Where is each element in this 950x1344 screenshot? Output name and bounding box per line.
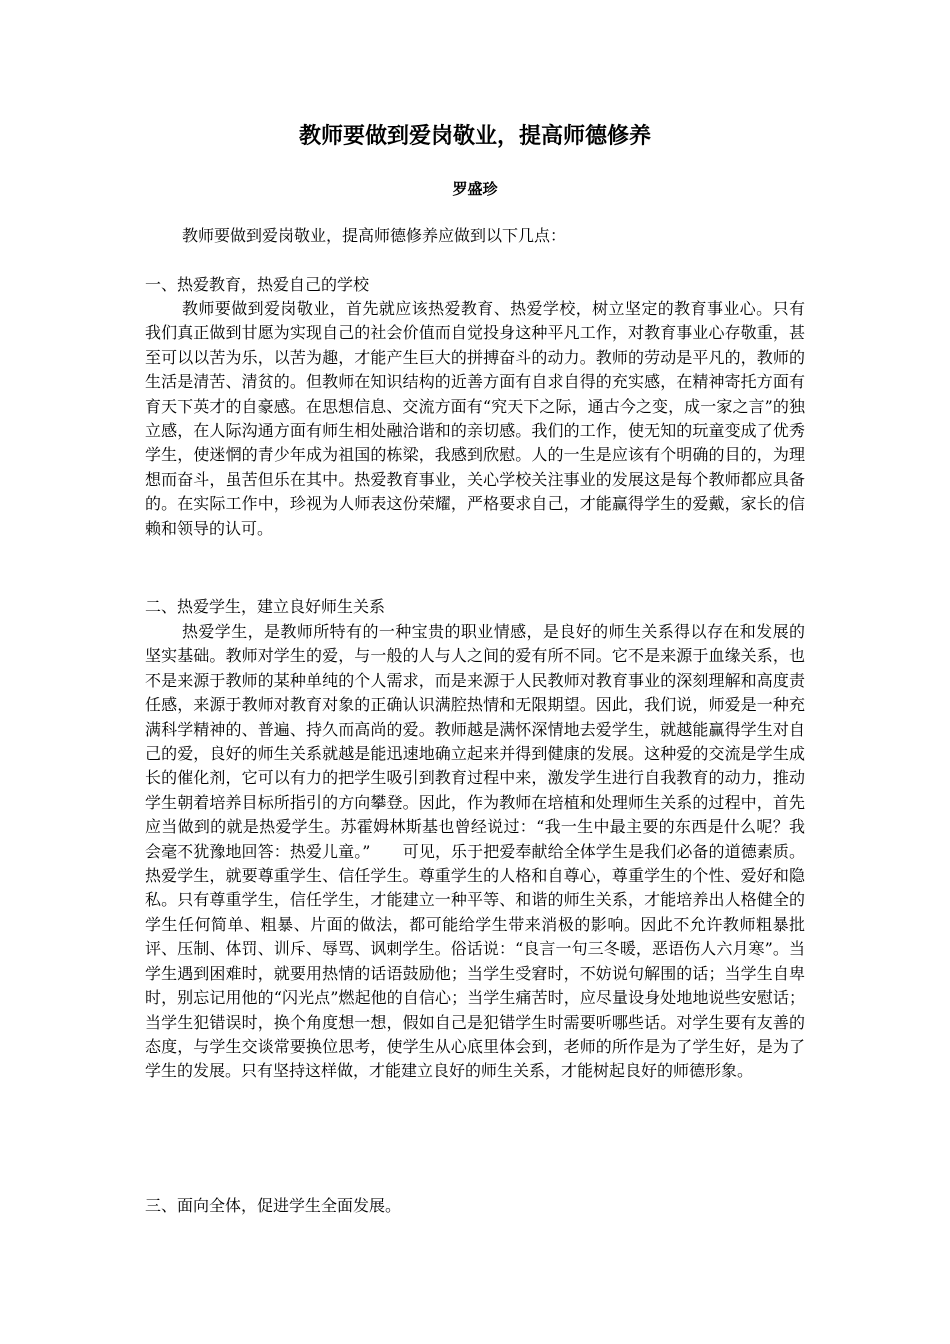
section-2-body: 热爱学生，是教师所特有的一种宝贵的职业情感，是良好的师生关系得以存在和发展的坚实基础。教师对学生的爱，与一般的人与人之间的爱有所不同。它不是来源于血缘关系，也不是来源于教师的某种单纯的个人需求，而是来源于人民教师对教育事业的深刻理解和高度责任感，来源于教师对教育对象的正确认识满腔热情和无限期望。因此，我们说，师爱是一种充满科学精神的、普遍、持久而高尚的爱。教师越是满怀深情地去爱学生，就越能赢得学生对自己的爱，良好的师生关系就越是能迅速地确立起来并得到健康的发展。这种爱的交流是学生成长的催化剂，它可以有力的把学生吸引到教育过程中来，激发学生进行自我教育的动力，推动学生朝着培养目标所指引的方向攀登。因此，作为教师在培植和处理师生关系的过程中，首先应当做到的就是热爱学生。苏霍姆林斯基也曾经说过：“我一生中最主要的东西是什么呢？我会毫不犹豫地回答：热爱儿童。” 可见，乐于把爱奉献给全体学生是我们必备的道德素质。热爱学生，就要尊重学生、信任学生。尊重学生的人格和自尊心，尊重学生的个性、爱好和隐私。只有尊重学生，信任学生，才能建立一种平等、和谐的师生关系，才能培养出人格健全的学生任何简单、粗暴、片面的做法，都可能给学生带来消极的影响。因此不允许教师粗暴批评、压制、体罚、训斥、辱骂、讽刺学生。俗话说：“良言一句三冬暖，恶语伤人六月寒”。当学生遇到困难时，就要用热情的话语鼓励他；当学生受窘时，不妨说句解围的话；当学生自卑时，别忘记用他的“闪光点”燃起他的自信心；当学生痛苦时，应尽量设身处地地说些安慰话；当学生犯错误时，换个角度想一想，假如自己是犯错学生时需要听哪些话。对学生要有友善的态度，与学生交谈常要换位思考，使学生从心底里体会到，老师的所作是为了学生好，是为了学生的发展。只有坚持这样做，才能建立良好的师生关系，才能树起良好的师德形象。 — [145, 622, 805, 1081]
intro-paragraph: 教师要做到爱岗敬业，提高师德修养应做到以下几点： — [182, 226, 567, 245]
section-3-heading: 三、面向全体，促进学生全面发展。 — [145, 1196, 402, 1215]
author-name: 罗盛珍 — [452, 180, 498, 198]
section-1-heading: 一、热爱教育，热爱自己的学校 — [145, 275, 370, 294]
document-title: 教师要做到爱岗敬业，提高师德修养 — [298, 124, 651, 149]
section-1-body: 教师要做到爱岗敬业，首先就应该热爱教育、热爱学校，树立坚定的教育事业心。只有我们真正做到甘愿为实现自己的社会价值而自觉投身这种平凡工作，对教育事业心存敬重，甚至可以以苦为乐，以苦为趣，才能产生巨大的拼搏奋斗的动力。教师的劳动是平凡的，教师的生活是清苦、清贫的。但教师在知识结构的近善方面有自求自得的充实感，在精神寄托方面有育天下英才的自豪感。在思想信息、交流方面有“究天下之际，通古今之变，成一家之言”的独立感，在人际沟通方面有师生相处融洽谐和的亲切感。我们的工作，使无知的玩童变成了优秀学生，使迷惘的青少年成为祖国的栋梁，我感到欣慰。人的一生是应该有个明确的目的，为理想而奋斗，虽苦但乐在其中。热爱教育事业，关心学校关注事业的发展这是每个教师都应具备的。在实际工作中，珍视为人师表这份荣耀，严格要求自己，才能赢得学生的爱戴，家长的信赖和领导的认可。 — [145, 299, 805, 538]
section-2-heading: 二、热爱学生，建立良好师生关系 — [145, 597, 386, 616]
